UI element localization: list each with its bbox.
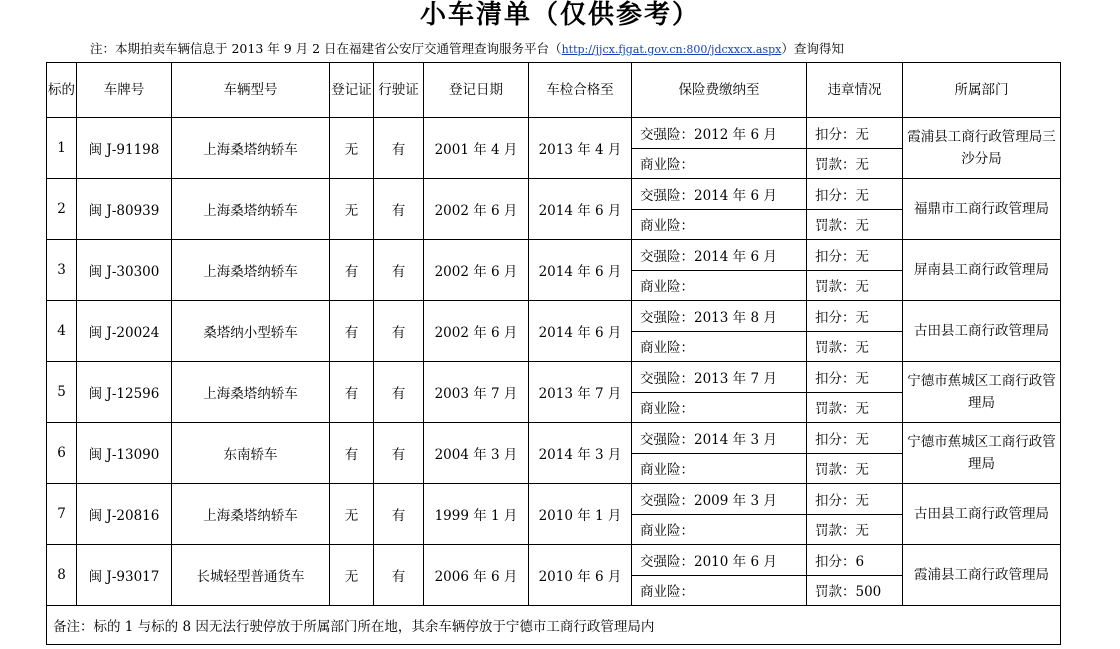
table-row — [47, 240, 1061, 271]
cell-fine: 罚款：500 — [807, 575, 903, 606]
cell-commercial-insurance: 商业险： — [632, 331, 807, 362]
cell-model: 上海桑塔纳轿车 — [172, 118, 330, 179]
cell-commercial-insurance: 商业险： — [632, 514, 807, 545]
note-suffix: ）查询得知 — [781, 41, 844, 56]
cell-plate: 闽 J-20024 — [77, 301, 172, 362]
cell-plate: 闽 J-80939 — [77, 179, 172, 240]
cell-reg-date: 2006 年 6 月 — [424, 545, 529, 606]
cell-compulsory-insurance: 交强险：2013 年 7 月 — [632, 362, 807, 393]
cell-no: 6 — [47, 423, 77, 484]
cell-commercial-insurance: 商业险： — [632, 148, 807, 179]
cell-inspect: 2014 年 6 月 — [529, 301, 632, 362]
cell-dept: 福鼎市工商行政管理局 — [903, 179, 1061, 240]
cell-reg-date: 2002 年 6 月 — [424, 301, 529, 362]
cell-compulsory-insurance: 交强险：2014 年 6 月 — [632, 240, 807, 271]
cell-no: 5 — [47, 362, 77, 423]
vehicle-table — [46, 62, 1061, 645]
cell-fine: 罚款：无 — [807, 209, 903, 240]
table-row — [47, 545, 1061, 576]
cell-plate: 闽 J-13090 — [77, 423, 172, 484]
cell-compulsory-insurance: 交强险：2012 年 6 月 — [632, 118, 807, 149]
cell-commercial-insurance: 商业险： — [632, 575, 807, 606]
cell-dept: 霞浦县工商行政管理局 — [903, 545, 1061, 606]
header-violation: 违章情况 — [807, 63, 903, 118]
cell-reg-date: 2004 年 3 月 — [424, 423, 529, 484]
cell-reg-cert: 无 — [330, 545, 374, 606]
table-row — [47, 118, 1061, 149]
cell-no: 2 — [47, 179, 77, 240]
cell-compulsory-insurance: 交强险：2009 年 3 月 — [632, 484, 807, 515]
cell-fine: 罚款：无 — [807, 331, 903, 362]
query-link[interactable]: http://jjcx.fjgat.gov.cn:800/jdcxxcx.aspx — [561, 43, 782, 56]
header-no: 标的 — [47, 63, 77, 118]
header-reg-cert: 登记证 — [330, 63, 374, 118]
cell-reg-cert: 无 — [330, 484, 374, 545]
cell-model: 上海桑塔纳轿车 — [172, 362, 330, 423]
cell-plate: 闽 J-30300 — [77, 240, 172, 301]
cell-penalty-points: 扣分：无 — [807, 423, 903, 454]
cell-fine: 罚款：无 — [807, 148, 903, 179]
header-drive-cert: 行驶证 — [374, 63, 424, 118]
header-model: 车辆型号 — [172, 63, 330, 118]
table-row — [47, 179, 1061, 210]
cell-fine: 罚款：无 — [807, 514, 903, 545]
cell-reg-cert: 有 — [330, 362, 374, 423]
cell-plate: 闽 J-93017 — [77, 545, 172, 606]
table-row — [47, 301, 1061, 332]
cell-plate: 闽 J-12596 — [77, 362, 172, 423]
cell-reg-cert: 有 — [330, 423, 374, 484]
cell-reg-date: 2002 年 6 月 — [424, 179, 529, 240]
query-note — [90, 40, 844, 59]
cell-compulsory-insurance: 交强险：2013 年 8 月 — [632, 301, 807, 332]
cell-model: 上海桑塔纳轿车 — [172, 179, 330, 240]
remark: 备注：标的 1 与标的 8 因无法行驶停放于所属部门所在地，其余车辆停放于宁德市工商行政管理局内 — [47, 606, 1061, 645]
cell-reg-cert: 无 — [330, 118, 374, 179]
cell-no: 3 — [47, 240, 77, 301]
cell-dept: 霞浦县工商行政管理局三沙分局 — [903, 118, 1061, 179]
cell-penalty-points: 扣分：无 — [807, 179, 903, 210]
header-inspect: 车检合格至 — [529, 63, 632, 118]
cell-model: 上海桑塔纳轿车 — [172, 484, 330, 545]
cell-penalty-points: 扣分：无 — [807, 118, 903, 149]
cell-commercial-insurance: 商业险： — [632, 392, 807, 423]
table-row — [47, 484, 1061, 515]
cell-inspect: 2013 年 4 月 — [529, 118, 632, 179]
cell-no: 8 — [47, 545, 77, 606]
cell-reg-cert: 有 — [330, 240, 374, 301]
cell-compulsory-insurance: 交强险：2014 年 6 月 — [632, 179, 807, 210]
cell-drive-cert: 有 — [374, 545, 424, 606]
cell-model: 上海桑塔纳轿车 — [172, 240, 330, 301]
cell-compulsory-insurance: 交强险：2014 年 3 月 — [632, 423, 807, 454]
cell-inspect: 2010 年 6 月 — [529, 545, 632, 606]
cell-plate: 闽 J-20816 — [77, 484, 172, 545]
cell-model: 桑塔纳小型轿车 — [172, 301, 330, 362]
cell-inspect: 2014 年 6 月 — [529, 240, 632, 301]
cell-drive-cert: 有 — [374, 118, 424, 179]
cell-penalty-points: 扣分：无 — [807, 240, 903, 271]
note-prefix: 注：本期拍卖车辆信息于 2013 年 9 月 2 日在福建省公安厅交通管理查询服务平台（ — [90, 41, 562, 56]
cell-compulsory-insurance: 交强险：2010 年 6 月 — [632, 545, 807, 576]
cell-plate: 闽 J-91198 — [77, 118, 172, 179]
cell-drive-cert: 有 — [374, 484, 424, 545]
cell-drive-cert: 有 — [374, 240, 424, 301]
cell-model: 长城轻型普通货车 — [172, 545, 330, 606]
cell-inspect: 2014 年 6 月 — [529, 179, 632, 240]
header-row — [47, 63, 1061, 118]
cell-model: 东南轿车 — [172, 423, 330, 484]
cell-commercial-insurance: 商业险： — [632, 270, 807, 301]
cell-drive-cert: 有 — [374, 362, 424, 423]
cell-inspect: 2013 年 7 月 — [529, 362, 632, 423]
header-reg-date: 登记日期 — [424, 63, 529, 118]
cell-no: 7 — [47, 484, 77, 545]
cell-reg-date: 2001 年 4 月 — [424, 118, 529, 179]
cell-penalty-points: 扣分：6 — [807, 545, 903, 576]
remark-row — [47, 606, 1061, 645]
cell-fine: 罚款：无 — [807, 453, 903, 484]
cell-drive-cert: 有 — [374, 179, 424, 240]
cell-no: 4 — [47, 301, 77, 362]
header-dept: 所属部门 — [903, 63, 1061, 118]
cell-dept: 古田县工商行政管理局 — [903, 301, 1061, 362]
cell-dept: 宁德市蕉城区工商行政管理局 — [903, 423, 1061, 484]
cell-no: 1 — [47, 118, 77, 179]
cell-drive-cert: 有 — [374, 423, 424, 484]
header-insurance: 保险费缴纳至 — [632, 63, 807, 118]
header-plate: 车牌号 — [77, 63, 172, 118]
cell-penalty-points: 扣分：无 — [807, 362, 903, 393]
cell-fine: 罚款：无 — [807, 270, 903, 301]
cell-reg-date: 2002 年 6 月 — [424, 240, 529, 301]
cell-reg-cert: 无 — [330, 179, 374, 240]
table-row — [47, 362, 1061, 393]
cell-drive-cert: 有 — [374, 301, 424, 362]
cell-dept: 古田县工商行政管理局 — [903, 484, 1061, 545]
cell-inspect: 2010 年 1 月 — [529, 484, 632, 545]
table-row — [47, 423, 1061, 454]
cell-commercial-insurance: 商业险： — [632, 209, 807, 240]
cell-reg-cert: 有 — [330, 301, 374, 362]
cell-fine: 罚款：无 — [807, 392, 903, 423]
cell-penalty-points: 扣分：无 — [807, 301, 903, 332]
cell-dept: 宁德市蕉城区工商行政管理局 — [903, 362, 1061, 423]
cell-inspect: 2014 年 3 月 — [529, 423, 632, 484]
cell-commercial-insurance: 商业险： — [632, 453, 807, 484]
cell-dept: 屏南县工商行政管理局 — [903, 240, 1061, 301]
cell-penalty-points: 扣分：无 — [807, 484, 903, 515]
cell-reg-date: 2003 年 7 月 — [424, 362, 529, 423]
page-title: 小车清单（仅供参考） — [419, 0, 700, 30]
cell-reg-date: 1999 年 1 月 — [424, 484, 529, 545]
